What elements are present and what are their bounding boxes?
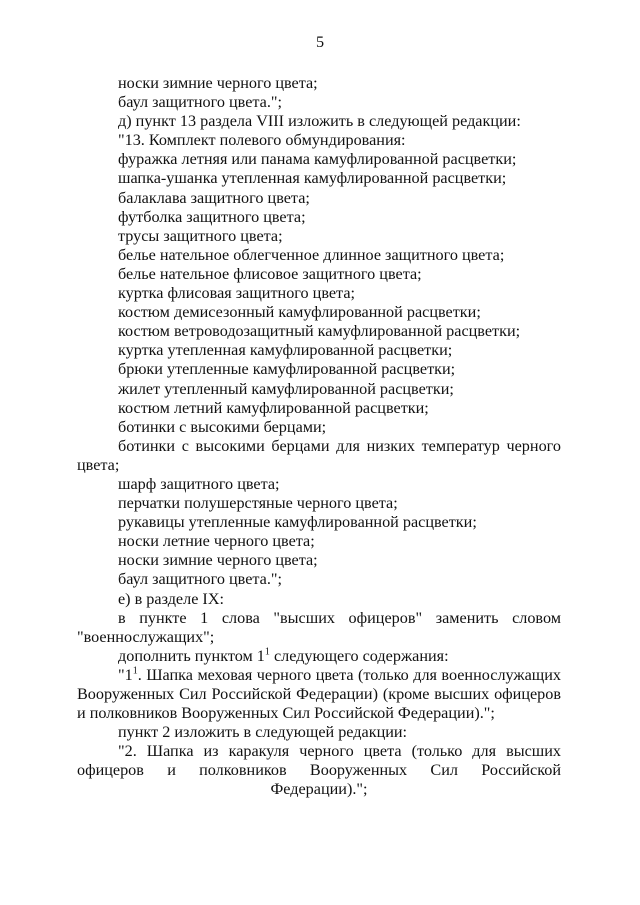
boots-paragraph: ботинки с высокими берцами для низких температур черного цвета;	[77, 436, 561, 474]
text-line: балаклава защитного цвета;	[118, 188, 310, 207]
text-line: баул защитного цвета.";	[118, 93, 283, 112]
text-line: футболка защитного цвета;	[118, 207, 306, 226]
text-line: куртка флисовая защитного цвета;	[118, 284, 356, 303]
section-heading: е) в разделе IX:	[118, 589, 225, 608]
text-line: д) пункт 13 раздела VIII изложить в следующей редакции:	[118, 112, 521, 131]
text-line: белье нательное облегченное длинное защитного цвета;	[118, 245, 505, 264]
text-line: пункт 2 изложить в следующей редакции:	[118, 723, 408, 742]
superscript: 1	[132, 665, 138, 677]
text-line: носки зимние черного цвета;	[118, 74, 318, 92]
item1-1-text: . Шапка меховая черного цвета (только для военнослужащих Вооруженных Сил Российской Федерации) (кроме высших офицеров и полковников Вооруженных Сил Российской Федерации).";	[77, 665, 561, 723]
text-line: шапка-ушанка утепленная камуфлированной расцветки;	[118, 169, 507, 188]
text-line: костюм демисезонный камуфлированной расцветки;	[118, 303, 481, 322]
text-line: белье нательное флисовое защитного цвета;	[118, 264, 422, 283]
text-line: жилет утепленный камуфлированной расцветки;	[118, 379, 454, 398]
item1-1-prefix: "1	[118, 665, 133, 684]
text-line: баул защитного цвета.";	[118, 570, 283, 589]
text-line: перчатки полушерстяные черного цвета;	[118, 494, 398, 513]
text-line: носки летние черного цвета;	[118, 532, 315, 551]
item2-paragraph: "2. Шапка из каракуля черного цвета (только для высших офицеров и полковников Вооруженных Сил Российской Федерации).";	[77, 742, 561, 799]
item1-1-paragraph	[77, 666, 561, 723]
text-line: костюм ветроводозащитный камуфлированной расцветки;	[118, 322, 521, 341]
text-line: носки зимние черного цвета;	[118, 551, 318, 570]
text-line: рукавицы утепленные камуфлированной расцветки;	[118, 513, 477, 532]
superscript: 1	[264, 646, 270, 658]
text-line: шарф защитного цвета;	[118, 474, 280, 493]
text-line: ботинки с высокими берцами;	[118, 417, 327, 436]
document-body	[77, 74, 561, 800]
supplement-suffix: следующего содержания:	[269, 646, 449, 665]
supplement-prefix: дополнить пунктом 1	[118, 646, 265, 665]
text-line: "13. Комплект полевого обмундирования:	[118, 131, 406, 150]
item1-paragraph: в пункте 1 слова "высших офицеров" заменить словом "военнослужащих";	[77, 608, 561, 646]
supplement-line	[77, 647, 561, 666]
text-line: куртка утепленная камуфлированной расцветки;	[118, 341, 453, 360]
text-line: костюм летний камуфлированной расцветки;	[118, 398, 429, 417]
text-line: трусы защитного цвета;	[118, 226, 283, 245]
page-number: 5	[315, 33, 325, 51]
text-line: фуражка летняя или панама камуфлированной расцветки;	[118, 150, 517, 169]
text-line: брюки утепленные камуфлированной расцветки;	[118, 360, 456, 379]
